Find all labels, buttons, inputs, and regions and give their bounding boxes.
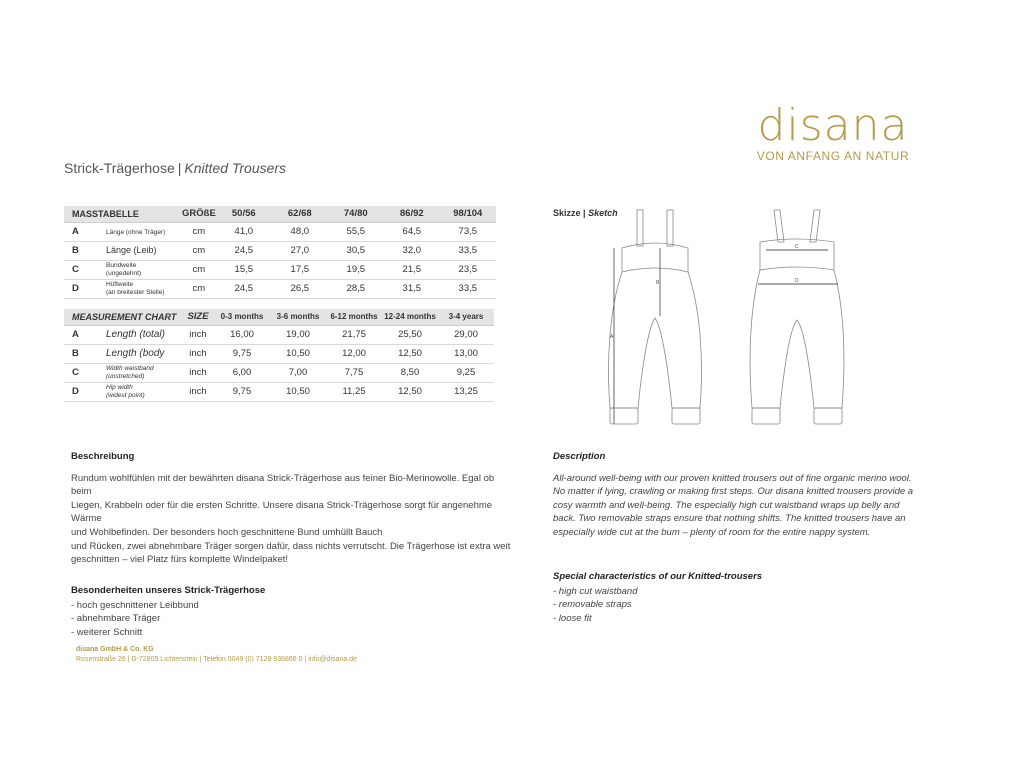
table-cell: 21,75	[326, 325, 382, 344]
header-cell: 0-3 months	[214, 309, 270, 325]
features-list	[553, 585, 853, 626]
row-unit: inch	[182, 363, 214, 382]
header-cell: SIZE	[182, 309, 214, 325]
list-item: - removable straps	[553, 599, 632, 611]
table-row	[64, 325, 494, 344]
table-cell: 9,75	[214, 344, 270, 363]
dimension-d-label: D	[795, 278, 799, 284]
trousers-sketch	[590, 208, 850, 436]
description-line: Rundum wohlfühlen mit der bewährten disana Strick-Trägerhose aus feiner Bio-Merinowolle. Egal ob beim	[71, 472, 495, 498]
table-cell: 28,5	[328, 279, 384, 298]
header-cell: 50/56	[216, 206, 272, 222]
table-cell: 29,00	[438, 325, 494, 344]
table-cell: 21,5	[384, 260, 440, 279]
row-label: Length (body	[106, 348, 165, 359]
sketch-title-en: Sketch	[588, 208, 618, 218]
table-cell: 16,00	[214, 325, 270, 344]
table-cell: 15,5	[216, 260, 272, 279]
row-unit: cm	[182, 260, 216, 279]
header-cell: 3-4 years	[438, 309, 494, 325]
back-right-cuff	[814, 408, 842, 424]
table-row	[64, 363, 494, 382]
description-line: especially wide cut at the bum – plenty of room for the entire nappy system.	[553, 526, 871, 538]
table-cell: 10,50	[270, 344, 326, 363]
table-cell: 13,25	[438, 382, 494, 401]
sketch-title-de: Skizze	[553, 208, 581, 218]
row-label-sub: (unstretched)	[106, 372, 145, 380]
back-view	[750, 210, 844, 424]
table-cell: 11,25	[326, 382, 382, 401]
table-cell: 31,5	[384, 279, 440, 298]
title-separator: |	[177, 160, 182, 176]
table-cell: 24,5	[216, 279, 272, 298]
table-cell: 24,5	[216, 241, 272, 260]
logo-tagline: VON ANFANG AN NATUR	[756, 149, 910, 163]
row-label: Length (total)	[106, 329, 165, 340]
table-cell: 30,5	[328, 241, 384, 260]
table-cell: 19,5	[328, 260, 384, 279]
title-en: Knitted Trousers	[184, 160, 287, 176]
table-cell: 9,75	[214, 382, 270, 401]
table-cell: 64,5	[384, 222, 440, 241]
row-label-sub: (an breitester Stelle)	[106, 288, 165, 296]
row-label: Hip width	[106, 383, 133, 391]
table-row	[64, 241, 496, 260]
description-de	[71, 450, 511, 567]
footer-company: disana GmbH & Co. KG	[76, 646, 154, 653]
description-line: Liegen, Krabbeln oder für die ersten Schritte. Unsere disana Strick-Trägerhose sorgt für angenehme Wärme	[71, 499, 493, 525]
description-line: und Wohlbefinden. Der besonders hoch geschnittene Bund umhüllt Bauch	[71, 526, 383, 538]
table-row	[64, 279, 496, 298]
table-row	[64, 382, 494, 401]
header-cell: 12-24 months	[382, 309, 438, 325]
row-letter: C	[64, 363, 106, 382]
document-title	[64, 160, 286, 176]
dimension-a-label: A	[610, 334, 614, 340]
row-label: Hüftweite	[106, 280, 134, 288]
table-row	[64, 344, 494, 363]
features-list	[71, 599, 371, 640]
description-line: und Rücken, zwei abnehmbare Träger sorgen dafür, dass nichts verrutscht. Die Trägerhose ist extra weit	[71, 540, 511, 552]
table-cell: 9,25	[438, 363, 494, 382]
row-letter: B	[64, 344, 106, 363]
description-line: geschnitten – viel Platz fürs komplette Windelpaket!	[71, 554, 289, 566]
row-unit: cm	[182, 279, 216, 298]
row-label: Länge (ohne Träger)	[106, 229, 166, 236]
header-cell: MEASUREMENT CHART	[64, 309, 182, 325]
features-heading: Special characteristics of our Knitted-trousers	[553, 571, 763, 582]
row-unit: inch	[182, 344, 214, 363]
row-unit: cm	[182, 241, 216, 260]
description-line: back. Two removable straps ensure that nothing shifts. The knitted trousers have an	[553, 513, 906, 525]
table-cell: 19,00	[270, 325, 326, 344]
row-label-sub: (widest point)	[106, 391, 145, 399]
sketch-separator: |	[583, 208, 586, 218]
table-cell: 6,00	[214, 363, 270, 382]
table-cell: 33,5	[440, 241, 496, 260]
header-cell: GRÖßE	[182, 206, 216, 222]
header-cell: 62/68	[272, 206, 328, 222]
features-heading: Besonderheiten unseres Strick-Trägerhose	[71, 585, 266, 596]
row-unit: inch	[182, 382, 214, 401]
description-line: No matter if lying, crawling or making first steps. Our disana knitted trousers provide a	[553, 486, 914, 498]
row-letter: A	[64, 222, 106, 241]
header-cell: 86/92	[384, 206, 440, 222]
row-letter: C	[64, 260, 106, 279]
row-letter: D	[64, 279, 106, 298]
table-cell: 17,5	[272, 260, 328, 279]
table-cell: 33,5	[440, 279, 496, 298]
front-right-cuff	[672, 408, 700, 424]
title-de: Strick-Trägerhose	[64, 160, 175, 176]
table-row	[64, 222, 496, 241]
table-cell: 41,0	[216, 222, 272, 241]
header-cell: 98/104	[440, 206, 496, 222]
table-cell: 12,50	[382, 344, 438, 363]
table-cell: 10,50	[270, 382, 326, 401]
dimension-b-label: B	[656, 280, 660, 286]
table-cell: 23,5	[440, 260, 496, 279]
size-table-de	[64, 206, 496, 299]
table-cell: 7,00	[270, 363, 326, 382]
table-header-row	[64, 309, 494, 325]
dimension-c-label: C	[795, 244, 799, 250]
list-item: - abnehmbare Träger	[71, 613, 161, 625]
header-cell: 6-12 months	[326, 309, 382, 325]
table-cell: 7,75	[326, 363, 382, 382]
table-cell: 8,50	[382, 363, 438, 382]
row-label: Länge (Leib)	[106, 245, 157, 255]
description-heading: Beschreibung	[71, 451, 135, 462]
list-item: - hoch geschnittener Leibbund	[71, 599, 199, 611]
footer	[76, 645, 357, 665]
features-en	[553, 570, 853, 625]
front-view	[609, 210, 702, 424]
table-cell: 32,0	[384, 241, 440, 260]
list-item: - loose fit	[553, 612, 592, 624]
list-item: - weiterer Schnitt	[71, 626, 143, 638]
row-label-sub: (ungedehnt)	[106, 269, 142, 277]
front-right-strap	[667, 210, 673, 246]
front-waistband	[622, 243, 688, 272]
footer-address: Rosenstraße 26 | D-72805 Lichtenstein | Telefon 0049 (0) 7129 936866 0 | info@disana.de	[76, 656, 357, 663]
row-label: Width waistband	[106, 364, 154, 372]
header-cell: MASSTABELLE	[64, 206, 182, 222]
row-letter: B	[64, 241, 106, 260]
header-cell: 74/80	[328, 206, 384, 222]
brand-logo	[748, 100, 918, 163]
table-cell: 12,50	[382, 382, 438, 401]
description-en	[553, 450, 933, 540]
back-body	[750, 270, 844, 408]
table-cell: 26,5	[272, 279, 328, 298]
table-cell: 12,00	[326, 344, 382, 363]
table-header-row	[64, 206, 496, 222]
header-cell: 3-6 months	[270, 309, 326, 325]
back-left-strap	[774, 210, 784, 242]
list-item: - high cut waistband	[553, 585, 638, 597]
description-line: cosy warmth and well-being. The especially high cut waistband wraps up belly and	[553, 499, 900, 511]
table-cell: 27,0	[272, 241, 328, 260]
row-label: Bundweite	[106, 261, 137, 269]
front-body	[609, 272, 702, 408]
features-de	[71, 584, 371, 639]
table-cell: 13,00	[438, 344, 494, 363]
size-table-en	[64, 309, 494, 402]
table-cell: 73,5	[440, 222, 496, 241]
description-heading: Description	[553, 451, 606, 462]
table-cell: 55,5	[328, 222, 384, 241]
back-left-cuff	[752, 408, 780, 424]
back-right-strap	[810, 210, 820, 242]
table-row	[64, 260, 496, 279]
logo-wordmark: disana	[757, 100, 909, 151]
front-left-strap	[637, 210, 643, 246]
table-cell: 48,0	[272, 222, 328, 241]
description-line: All-around well-being with our proven knitted trousers out of fine organic merino wool.	[553, 472, 912, 484]
row-letter: A	[64, 325, 106, 344]
row-letter: D	[64, 382, 106, 401]
row-unit: cm	[182, 222, 216, 241]
table-cell: 25,50	[382, 325, 438, 344]
row-unit: inch	[182, 325, 214, 344]
